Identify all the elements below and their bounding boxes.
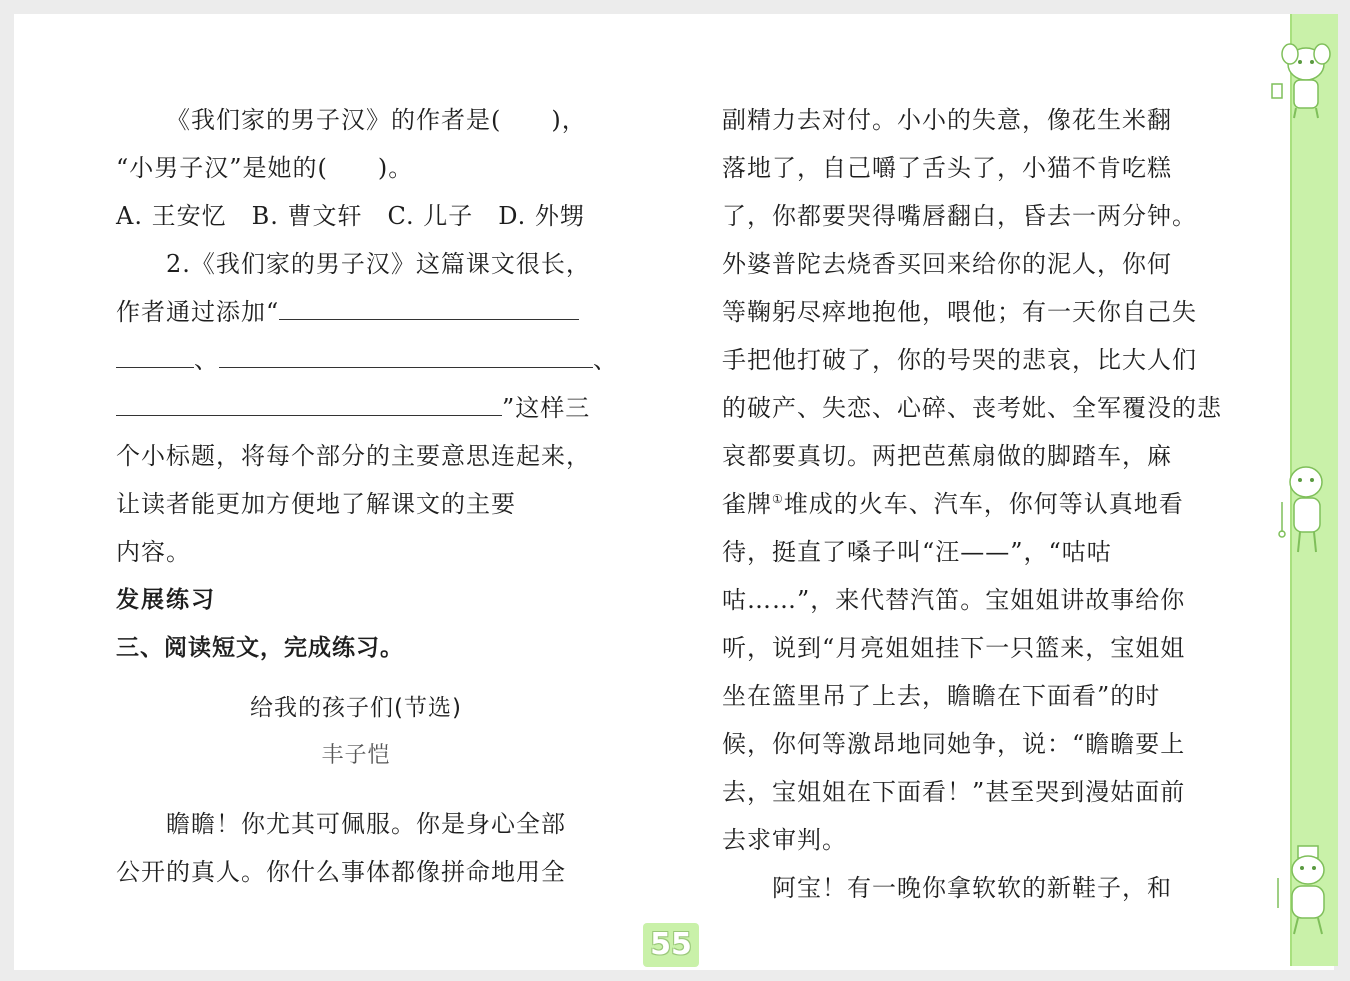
paragraph-1-line-1: 瞻瞻！你尤其可佩服。你是身心全部: [166, 810, 566, 838]
separator: 、: [593, 346, 618, 374]
question-2-line-2: [116, 288, 596, 336]
article-title: 给我的孩子们(节选): [250, 695, 462, 721]
text-line: 哀都要真切。两把芭蕉扇做的脚踏车，麻: [722, 442, 1172, 470]
text-line-with-footnote: [722, 480, 1206, 528]
text-line: 待，挺直了嗓子叫“汪——”，“咕咕: [722, 538, 1112, 566]
text-line: 听，说到“月亮姐姐挂下一只篮来，宝姐姐: [722, 634, 1186, 662]
question-2-line-4: [116, 384, 596, 432]
text-line: 外婆普陀去烧香买回来给你的泥人，你何: [722, 250, 1172, 278]
footnote-marker[interactable]: ①: [772, 492, 784, 506]
text-fragment: 雀牌: [722, 490, 772, 518]
question-2-line-3: [116, 336, 618, 384]
text-line: 去求审判。: [722, 826, 847, 854]
text-line: 落地了，自己嚼了舌头了，小猫不肯吃糕: [722, 154, 1172, 182]
question-2-prefix: 作者通过添加“: [116, 298, 280, 326]
text-line: 咕……”，来代替汽笛。宝姐姐讲故事给你: [722, 586, 1186, 614]
mascot-middle-icon: [1270, 462, 1340, 558]
separator: 、: [194, 346, 219, 374]
question-1-line-2: “小男子汉”是她的( )。: [116, 154, 414, 182]
page-number: 55: [643, 923, 699, 967]
text-fragment: 堆成的火车、汽车，你何等认真地看: [783, 490, 1184, 518]
question-1-line-1: 《我们家的男子汉》的作者是( )，: [166, 106, 587, 134]
answer-blank-1[interactable]: [279, 291, 579, 320]
mascot-bottom-icon: [1268, 842, 1340, 938]
question-2-line-6: 让读者能更加方便地了解课文的主要: [116, 490, 516, 518]
text-line: 了，你都要哭得嘴唇翻白，昏去一两分钟。: [722, 202, 1197, 230]
answer-blank-3[interactable]: [116, 387, 502, 416]
question-2-line-1: 2.《我们家的男子汉》这篇课文很长，: [166, 250, 591, 278]
text-line: 坐在篮里吊了上去，瞻瞻在下面看”的时: [722, 682, 1161, 710]
question-2-suffix: ”这样三: [502, 394, 591, 422]
question-1-options: A. 王安忆 B. 曹文轩 C. 儿子 D. 外甥: [116, 202, 585, 230]
text-line: 副精力去对付。小小的失意，像花生米翻: [722, 106, 1172, 134]
text-line: 手把他打破了，你的号哭的悲哀，比大人们: [722, 346, 1197, 374]
paragraph-1-line-2: 公开的真人。你什么事体都像拼命地用全: [116, 858, 566, 886]
section-3-instruction: 三、阅读短文，完成练习。: [116, 635, 404, 661]
text-line: 的破产、失恋、心碎、丧考妣、全军覆没的悲: [722, 394, 1222, 422]
text-line: 候，你何等激昂地同她争，说：“瞻瞻要上: [722, 730, 1186, 758]
text-line: 去，宝姐姐在下面看！”甚至哭到漫姑面前: [722, 778, 1186, 806]
question-2-line-7: 内容。: [116, 538, 191, 566]
answer-blank-1-cont[interactable]: [116, 339, 194, 368]
question-2-line-5: 个小标题，将每个部分的主要意思连起来，: [116, 442, 591, 470]
article-author: 丰子恺: [321, 743, 391, 768]
left-column: [116, 96, 618, 896]
section-heading: 发展练习: [116, 587, 216, 613]
right-column: [722, 96, 1222, 912]
text-line: 等鞠躬尽瘁地抱他，喂他；有一天你自己失: [722, 298, 1197, 326]
paragraph-2-line-1: 阿宝！有一晚你拿软软的新鞋子，和: [772, 874, 1172, 902]
answer-blank-2[interactable]: [219, 339, 593, 368]
mascot-top-icon: [1266, 40, 1342, 120]
